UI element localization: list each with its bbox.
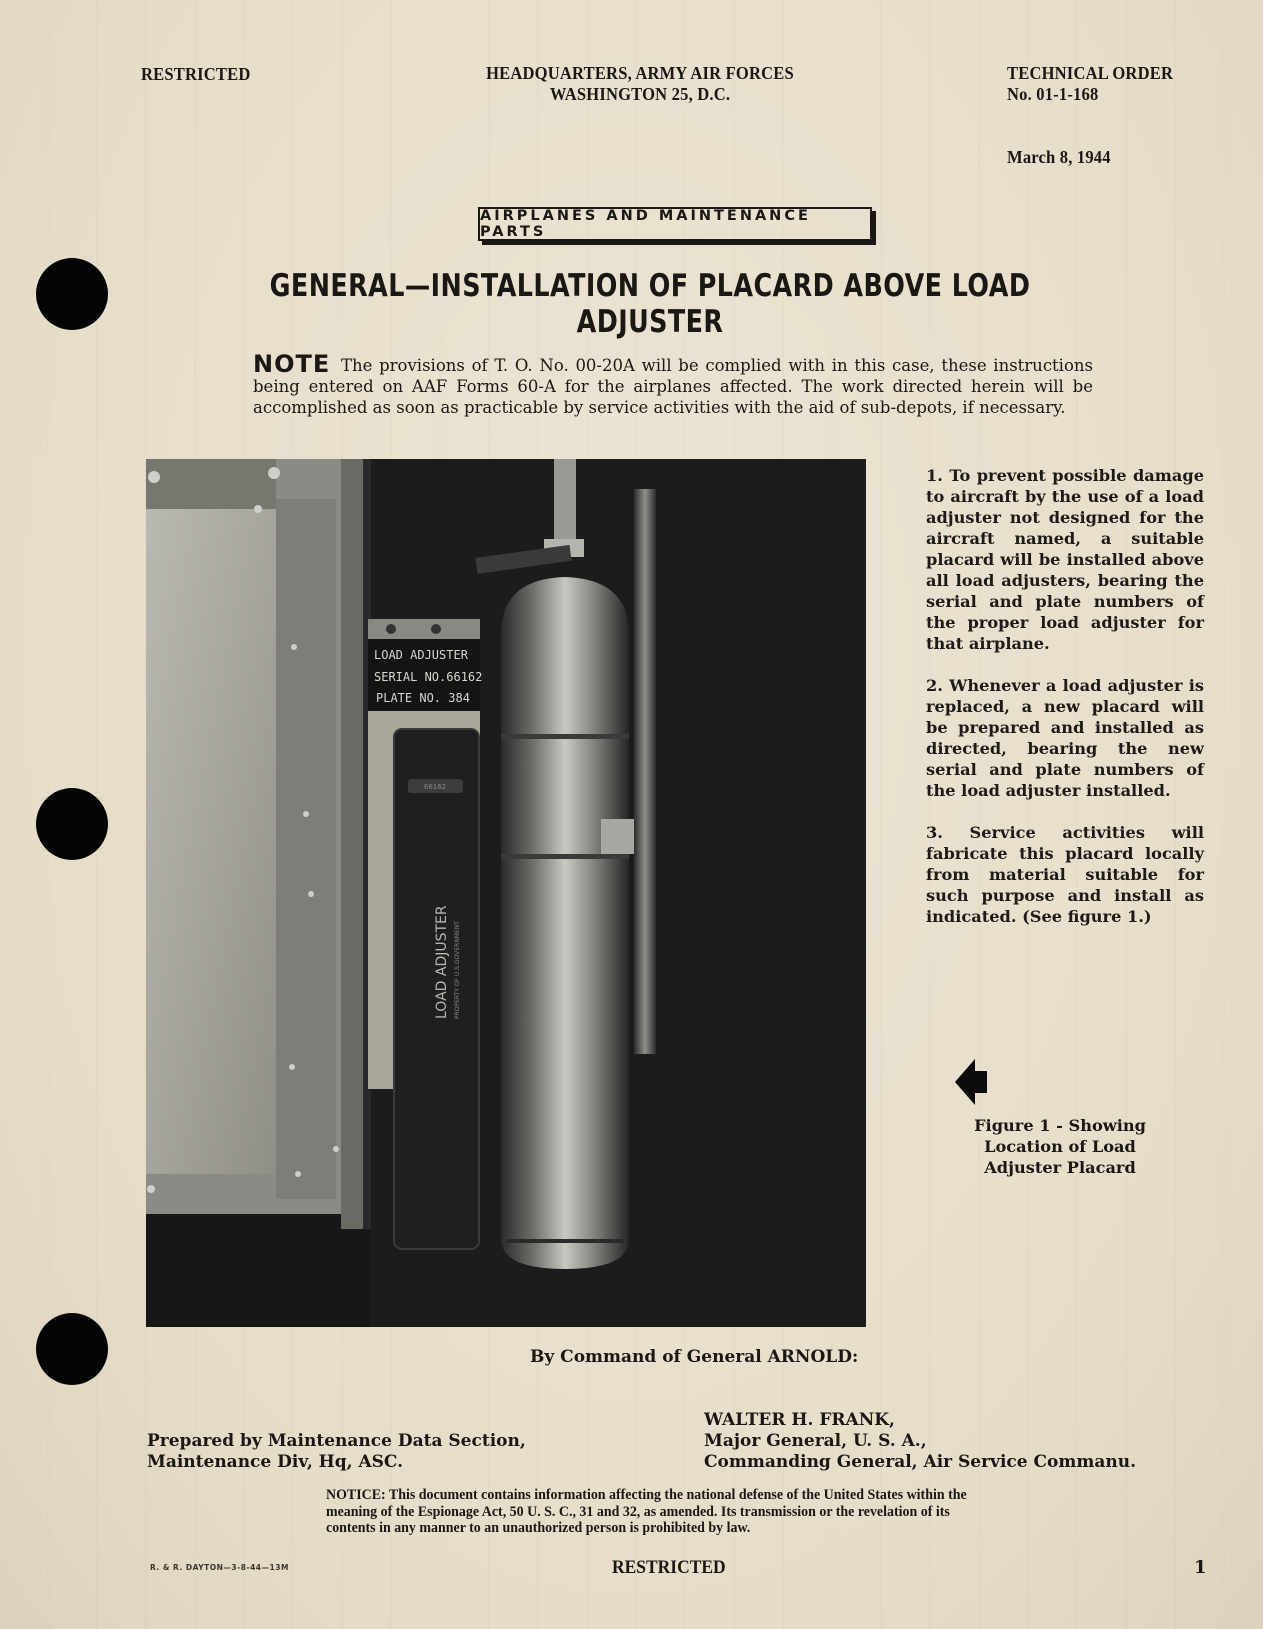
order-block [1007,63,1173,105]
issue-date: March 8, 1944 [1007,147,1111,167]
signer-title: Commanding General, Air Service Commanu. [704,1452,1136,1472]
note-text: The provisions of T. O. No. 00-20A will be complied with in this case, these instructions being entered on AAF Forms 60-A for the airplanes affected. The work directed herein will be accomplished as soon as practicable by service activities with the aid of sub-depots, if necessary. [253,356,1093,417]
note-label: NOTE [253,350,331,378]
svg-text:LOAD ADJUSTER: LOAD ADJUSTER [434,905,450,1019]
binder-hole-top [36,258,108,330]
category-banner: AIRPLANES AND MAINTENANCE PARTS [478,207,872,241]
prepared-line-2: Maintenance Div, Hq, ASC. [147,1452,404,1472]
issuer-block [447,63,833,105]
page-title: GENERAL—INSTALLATION OF PLACARD ABOVE LOAD ADJUSTER [269,268,1031,340]
page-number: 1 [1194,1557,1207,1578]
classification-header: RESTRICTED [141,64,251,84]
binder-hole-middle [36,788,108,860]
svg-text:PROPERTY OF U.S.GOVERNMENT: PROPERTY OF U.S.GOVERNMENT [454,921,461,1019]
prepared-by-block [147,1431,526,1473]
caption-line-2: Location of Load [984,1137,1136,1156]
svg-text:PLATE NO. 384: PLATE NO. 384 [376,691,470,705]
printer-imprint: R. & R. DAYTON—3-8-44—13M [150,1563,289,1572]
prepared-line-1: Prepared by Maintenance Data Section, [147,1431,526,1451]
binder-hole-bottom [36,1313,108,1385]
signer-rank: Major General, U. S. A., [704,1431,927,1451]
order-number: No. 01-1-168 [1007,84,1099,104]
caption-line-3: Adjuster Placard [984,1158,1136,1177]
order-title: TECHNICAL ORDER [1007,63,1174,83]
figure-1-photograph [146,459,866,1327]
placard-text: LOAD ADJUSTER [374,648,468,662]
caption-line-1: Figure 1 - Showing [974,1116,1146,1135]
issuer-line-1: HEADQUARTERS, ARMY AIR FORCES [486,63,794,83]
svg-text:SERIAL NO.66162: SERIAL NO.66162 [374,670,483,684]
command-line: By Command of General ARNOLD: [530,1347,859,1367]
figure-caption [920,1115,1200,1178]
paragraph-2: 2. Whenever a load adjuster is replaced, a new placard will be prepared and installed as directed, bearing the new serial and plate numbers of the load adjuster installed. [926,676,1204,800]
paragraph-3: 3. Service activities will fabricate this placard locally from material suitable for such purpose and install as indicated. (See figure 1.) [926,823,1204,926]
paragraph-1: 1. To prevent possible damage to aircraft by the use of a load adjuster not designed for the aircraft named, a suitable placard will be installed above all load adjusters, bearing the serial and plate numbers of the proper load adjuster for that airplane. [926,466,1204,653]
signature-block [704,1410,1136,1473]
classification-footer: RESTRICTED [612,1557,726,1578]
arrow-left-icon [955,1059,989,1105]
issuer-line-2: WASHINGTON 25, D.C. [549,84,731,104]
note-block [253,350,1093,418]
signer-name: WALTER H. FRANK, [704,1410,895,1430]
espionage-notice: NOTICE: This document contains information affecting the national defense of the United States within the meaning of the Espionage Act, 50 U. S. C., 31 and 32, as amended. Its transmission or the revelation of its contents in any manner to an unauthorized person is prohibited by law. [326,1487,967,1536]
svg-text:66162: 66162 [423,783,447,791]
